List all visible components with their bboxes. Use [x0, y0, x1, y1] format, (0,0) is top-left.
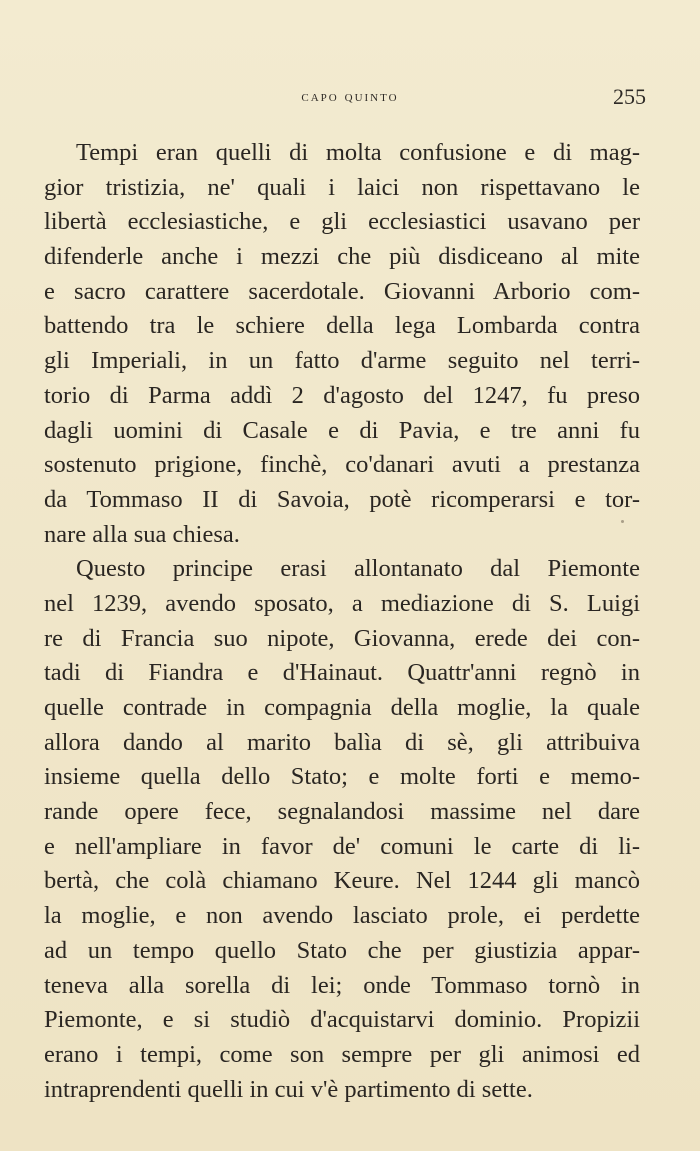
- text-line: da Tommaso II di Savoia, potè ricomperarsi e tor-: [44, 485, 640, 513]
- page-number: 255: [613, 84, 646, 109]
- paragraph-2: [44, 552, 640, 1107]
- text-line: la moglie, e non avendo lasciato prole, ei perdette: [44, 902, 640, 930]
- text-line: ad un tempo quello Stato che per giustizia appar-: [44, 936, 640, 964]
- text-line: Questo principe erasi allontanato dal Piemonte: [76, 555, 640, 583]
- text-line: tadi di Fiandra e d'Hainaut. Quattr'anni regnò in: [44, 659, 640, 687]
- body-text: [44, 136, 640, 1107]
- paragraph-1: [44, 136, 640, 552]
- text-line: e nell'ampliare in favor de' comuni le carte di li-: [44, 832, 640, 860]
- text-line: insieme quella dello Stato; e molte forti e memo-: [44, 763, 640, 791]
- text-line: gior tristizia, ne' quali i laici non rispettavano le: [44, 173, 640, 201]
- text-line: allora dando al marito balìa di sè, gli attribuiva: [44, 728, 640, 756]
- text-line: nel 1239, avendo sposato, a mediazione di S. Luigi: [44, 589, 640, 617]
- text-line: teneva alla sorella di lei; onde Tommaso tornò in: [44, 971, 640, 999]
- text-line: Tempi eran quelli di molta confusione e di mag-: [76, 139, 640, 166]
- text-line: quelle contrade in compagnia della moglie, la quale: [44, 694, 640, 721]
- text-line: intraprendenti quelli in cui v'è partimento di sette.: [44, 1075, 533, 1103]
- running-head: capo quinto: [301, 88, 399, 105]
- text-line: libertà ecclesiastiche, e gli ecclesiastici usavano per: [44, 208, 640, 236]
- page-header: [0, 84, 700, 120]
- text-line: nare alla sua chiesa.: [44, 520, 240, 548]
- text-line: gli Imperiali, in un fatto d'arme seguito nel terri-: [44, 347, 640, 375]
- text-line: torio di Parma addì 2 d'agosto del 1247, fu preso: [44, 381, 640, 409]
- text-line: dagli uomini di Casale e di Pavia, e tre anni fu: [44, 416, 640, 444]
- text-line: sostenuto prigione, finchè, co'danari avuti a prestanza: [44, 451, 640, 479]
- text-line: Piemonte, e si studiò d'acquistarvi dominio. Propizii: [44, 1006, 640, 1034]
- text-line: rande opere fece, segnalandosi massime nel dare: [44, 798, 640, 826]
- text-line: e sacro carattere sacerdotale. Giovanni Arborio com-: [44, 277, 640, 305]
- text-line: difenderle anche i mezzi che più disdiceano al mite: [44, 243, 640, 271]
- text-line: battendo tra le schiere della lega Lombarda contra: [44, 312, 640, 340]
- text-line: erano i tempi, come son sempre per gli animosi ed: [44, 1040, 640, 1068]
- text-line: re di Francia suo nipote, Giovanna, erede dei con-: [44, 624, 640, 652]
- ink-speck: [621, 520, 624, 523]
- text-line: bertà, che colà chiamano Keure. Nel 1244 gli mancò: [44, 867, 640, 895]
